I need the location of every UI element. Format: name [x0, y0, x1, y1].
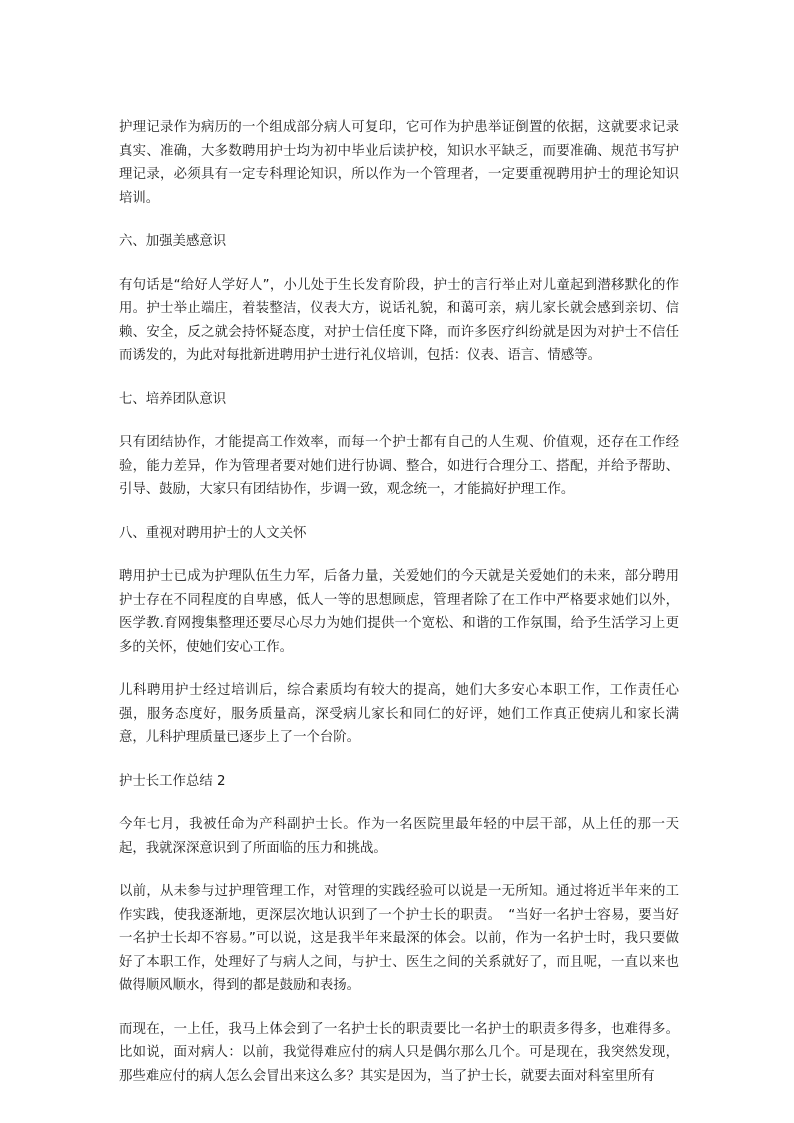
paragraph-care: 聘用护士已成为护理队伍生力军，后备力量，关爱她们的今天就是关爱她们的未来，部分聘用护士存在不同程度的自卑感，低人一等的思想顾虑，管理者除了在工作中严格要求她们以外，医学教.育网搜集整理还要尽心尽力为她们提供一个宽松、和谐的工作氛围，给予生活学习上更多的关怀，使她们安心工作。	[119, 569, 679, 655]
paragraph-experience: 以前，从未参与过护理管理工作，对管理的实践经验可以说是一无所知。通过将近半年来的工作实践，使我逐渐地，更深层次地认识到了一个护士长的职责。 “当好一名护士容易，要当好一名护士长却不容易。”可以说，这是我半年来最深的体会。以前，作为一名护士时，我只要做好了本职工作，处理好了与病人之间，与护士、医生之间的关系就好了，而且呢，一直以来也做得顺风顺水，得到的都是鼓励和表扬。	[119, 884, 679, 993]
paragraph-responsibility: 而现在，一上任，我马上体会到了一名护士长的职责要比一名护士的职责多得多，也难得多。比如说，面对病人：以前，我觉得难应付的病人只是偶尔那么几个。可是现在，我突然发现，那些难应付的病人怎么会冒出来这么多？其实是因为，当了护士长，就要去面对科室里所有	[119, 1021, 679, 1084]
paragraph-nursing-records: 护理记录作为病历的一个组成部分病人可复印，它可作为护患举证倒置的依据，这就要求记录真实、准确，大多数聘用护士均为初中毕业后读护校，知识水平缺乏，而要准确、规范书写护理记录，必须具有一定专科理论知识，所以作为一个管理者，一定要重视聘用护士的理论知识培训。	[119, 120, 679, 206]
paragraph-etiquette: 有句话是“给好人学好人”，小儿处于生长发育阶段，护士的言行举止对儿童起到潜移默化的作用。护士举止端庄，着装整洁，仪表大方，说话礼貌，和蔼可亲，病儿家长就会感到亲切、信赖、安全，反之就会持怀疑态度，对护士信任度下降，而许多医疗纠纷就是因为对护士不信任而诱发的，为此对每批新进聘用护士进行礼仪培训，包括：仪表、语言、情感等。	[119, 277, 679, 363]
paragraph-quality: 儿科聘用护士经过培训后，综合素质均有较大的提高，她们大多安心本职工作，工作责任心强，服务态度好，服务质量高，深受病儿家长和同仁的好评，她们工作真正使病儿和家长满意，儿科护理质量已逐步上了一个台阶。	[119, 683, 679, 745]
document-page	[119, 116, 679, 1108]
paragraph-teamwork: 只有团结协作，才能提高工作效率，而每一个护士都有自己的人生观、价值观，还存在工作经验，能力差异，作为管理者要对她们进行协调、整合，如进行合理分工、搭配，并给予帮助、引导、鼓励，大家只有团结协作，步调一致，观念统一，才能搞好护理工作。	[119, 435, 679, 497]
heading-team-awareness: 七、培养团队意识	[119, 391, 227, 407]
heading-summary-2: 护士长工作总结 2	[119, 773, 226, 789]
heading-humanistic-care: 八、重视对聘用护士的人文关怀	[119, 525, 307, 541]
paragraph-appointment: 今年七月，我被任命为产科副护士长。作为一名医院里最年轻的中层干部，从上任的那一天起，我就深深意识到了所面临的压力和挑战。	[119, 817, 679, 856]
heading-aesthetic-awareness: 六、加强美感意识	[119, 234, 227, 249]
